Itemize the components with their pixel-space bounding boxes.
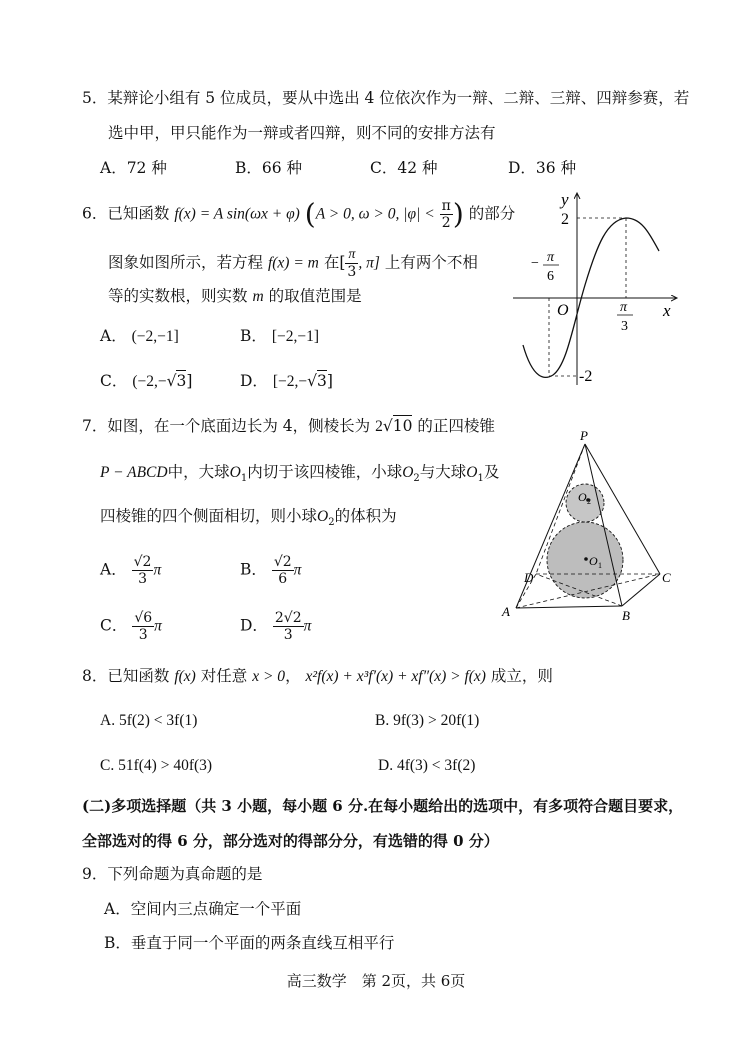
q7-line1-sqrt: 10	[392, 417, 413, 435]
label-o2: O	[578, 490, 587, 504]
q5-option-c: C．42 种	[370, 159, 438, 177]
q7-o2: O	[402, 464, 414, 481]
q7-option-d-pi: π	[303, 617, 312, 635]
graph-pos-tick-den: 3	[621, 319, 628, 334]
q6-line3: 等的实数根，则实数	[108, 287, 248, 305]
q7-option-d	[240, 610, 311, 643]
q6-option-c-label: C．	[100, 372, 128, 390]
q6-line2-eq: f(x) = m	[267, 254, 319, 272]
q7-line2-a: P − ABCD	[100, 464, 168, 481]
q7-option-d-label: D．	[240, 616, 268, 635]
q7-option-b-label: B．	[240, 560, 267, 579]
q7-line2-b: 中，大球	[167, 463, 230, 481]
q9-option-a: A．空间内三点确定一个平面	[104, 900, 302, 918]
q6-line2-c: 上有两个不相	[384, 253, 478, 272]
q5-stem-line2: 选中甲，甲只能作为一辩或者四辩，则不同的安排方法有	[108, 124, 496, 142]
q6-cond-frac-den: 2	[441, 215, 451, 231]
q7-line2-e: 及	[483, 463, 500, 481]
q8-fx: f(x)	[174, 668, 196, 685]
q7-o1-again: O	[466, 464, 478, 481]
q6-option-a-value: (−2,−1]	[131, 328, 179, 345]
q7-o1-sub-again: 1	[477, 473, 484, 485]
q6-option-c-value: (−2,−	[132, 373, 167, 390]
q6-suffix: 的部分	[468, 204, 516, 223]
label-o1: O	[589, 554, 598, 568]
q7-line3-b: 的体积为	[334, 507, 397, 525]
q6-interval-frac	[345, 247, 358, 280]
q6-stem-line2: 图象如图所示，若方程 f(x) = m 在[ $\frac{\pi}{3}$ , π] 上有两个不相	[108, 247, 478, 280]
q6-option-b-value: [−2,−1]	[271, 328, 320, 345]
q8-stem	[82, 666, 553, 687]
q8-inequality: x²f(x) + x³f′(x) + xf″(x) > f(x)	[305, 668, 486, 685]
q8-option-a: A. 5f(2) < 3f(1)	[100, 712, 198, 729]
q7-option-c-num: √6	[134, 610, 153, 626]
section2-heading-line1: (二)多项选择题（共 3 小题，每小题 6 分.在每小题给出的选项中，有多项符合题目要求，	[82, 797, 684, 815]
q7-line1-b: 的正四棱锥	[417, 417, 495, 435]
q6-line3-m: m	[252, 288, 264, 305]
q7-stem-line1: 7．如图，在一个底面边长为 4，侧棱长为 2√10 的正四棱锥	[82, 417, 495, 435]
q6-interval-den: 3	[347, 264, 357, 280]
q7-option-a-label: A．	[100, 560, 127, 579]
section2-heading-line2: 全部选对的得 6 分，部分选对的得部分分，有选错的得 0 分）	[82, 832, 499, 850]
q5-option-b: B．66 种	[235, 159, 303, 177]
q7-stem-line3	[100, 506, 397, 533]
q5-option-a: A．72 种	[100, 159, 167, 177]
q6-formula: f(x) = A sin(ωx + φ)	[174, 205, 300, 223]
q6-option-a-label: A．	[100, 327, 127, 345]
q6-option-d: D． [−2,−√3]	[240, 372, 333, 390]
o1-point	[584, 557, 588, 561]
q7-option-c	[100, 610, 162, 643]
q7-option-d-num: 2√2	[274, 610, 302, 626]
q7-option-c-frac	[132, 610, 154, 643]
q7-option-c-label: C．	[100, 616, 128, 635]
graph-origin-label: O	[557, 302, 569, 319]
q6-stem-line3	[108, 286, 362, 307]
label-o2-sub: 2	[587, 497, 591, 506]
q7-stem-line2	[100, 462, 499, 489]
q6-option-d-close: ]	[326, 372, 333, 390]
q7-option-b-pi: π	[293, 561, 302, 579]
q7-option-b	[240, 554, 301, 587]
q6-close-paren: )	[452, 197, 464, 231]
q7-option-a-pi: π	[153, 561, 162, 579]
q6-cond-frac	[440, 198, 453, 231]
q7-o2-sub: 2	[413, 473, 420, 485]
q7-line2-c: 内切于该四棱锥，小球	[247, 463, 403, 481]
q9-option-b: B．垂直于同一个平面的两条直线互相平行	[104, 934, 395, 952]
graph-pos-tick-num: π	[620, 300, 628, 315]
q7-line2-d: 与大球	[419, 463, 467, 481]
q7-option-a-num: √2	[133, 554, 152, 570]
q6-option-b-label: B．	[240, 327, 267, 345]
q6-option-a	[100, 326, 179, 347]
q7-option-c-pi: π	[154, 617, 162, 635]
label-c: C	[662, 570, 671, 585]
graph-neg-tick-num: π	[547, 250, 555, 265]
q8-line-b: 对任意	[200, 667, 248, 685]
q8-option-c: C. 51f(4) > 40f(3)	[100, 757, 213, 774]
graph-x-label: x	[663, 301, 671, 320]
q6-interval-end: , π]	[358, 254, 380, 272]
q6-option-c-sqrt: 3	[176, 372, 187, 390]
q8-cond: x > 0	[252, 668, 286, 685]
q9-stem: 9．下列命题为真命题的是	[82, 865, 263, 883]
q8-option-d: D. 4f(3) < 3f(2)	[378, 757, 476, 774]
q6-prefix: 6．已知函数	[82, 204, 170, 223]
graph-neg-tick-den: 6	[547, 269, 554, 284]
q6-option-c-close: ]	[186, 372, 193, 390]
graph-neg-sign: −	[531, 256, 539, 271]
q7-line1-coef: 2	[375, 418, 383, 435]
q7-line3-a: 四棱锥的四个侧面相切，则小球	[100, 507, 318, 525]
q5-stem-line1: 5．某辩论小组有 5 位成员，要从中选出 4 位依次作为一辩、二辩、三辩、四辩参赛，若	[82, 89, 690, 107]
q7-o1-sub: 1	[240, 473, 248, 485]
q6-sine-graph	[505, 185, 685, 395]
label-p: P	[580, 428, 588, 443]
q6-option-d-label: D．	[240, 372, 268, 390]
q6-option-d-sqrt: 3	[317, 372, 327, 390]
q7-option-b-num: √2	[273, 554, 292, 570]
graph-min-label: -2	[579, 368, 593, 385]
q6-option-c: C． (−2,−√3]	[100, 372, 193, 390]
q7-line3-o2-sub: 2	[328, 517, 335, 529]
q7-option-d-den: 3	[283, 627, 293, 643]
q7-line1-a: 7．如图，在一个底面边长为 4，侧棱长为	[82, 417, 371, 435]
q6-cond-frac-num: π	[441, 198, 451, 214]
q8-option-b: B. 9f(3) > 20f(1)	[375, 712, 480, 729]
page-footer: 高三数学 第 2页，共 6页	[286, 972, 466, 990]
q7-option-b-frac	[272, 554, 294, 587]
q6-line2-a: 图象如图所示，若方程	[108, 253, 264, 272]
q5-option-d: D．36 种	[508, 159, 577, 177]
graph-max-label: 2	[561, 211, 569, 228]
label-o1-sub: 1	[598, 561, 602, 570]
q6-stem-line1	[82, 198, 515, 231]
q7-option-d-frac	[273, 610, 304, 643]
q7-pyramid-figure	[498, 428, 688, 628]
q7-option-a-den: 3	[138, 571, 148, 587]
label-b: B	[622, 608, 630, 623]
graph-y-label: y	[561, 190, 569, 209]
q6-option-b	[240, 326, 319, 347]
q8-line-c: ，	[285, 667, 301, 685]
q8-line-a: 8．已知函数	[82, 667, 170, 685]
q6-line3-b: 的取值范围是	[268, 287, 362, 305]
q7-option-a	[100, 554, 161, 587]
q7-option-c-den: 3	[138, 627, 148, 643]
label-a: A	[502, 604, 510, 619]
q7-o1: O	[229, 464, 241, 481]
q6-open-paren: (	[304, 197, 316, 231]
edge-ab	[516, 606, 622, 608]
q7-option-a-frac	[132, 554, 154, 587]
q6-condition: A > 0, ω > 0, |φ| <	[315, 205, 435, 223]
q6-interval-num: π	[345, 247, 358, 264]
q6-line2-b: 在	[323, 253, 340, 272]
q8-line-d: 成立，则	[490, 667, 553, 685]
q7-line3-o2: O	[317, 508, 329, 525]
label-d: D	[524, 570, 534, 585]
q6-option-d-value: [−2,−	[272, 373, 308, 390]
q7-option-b-den: 6	[278, 571, 288, 587]
